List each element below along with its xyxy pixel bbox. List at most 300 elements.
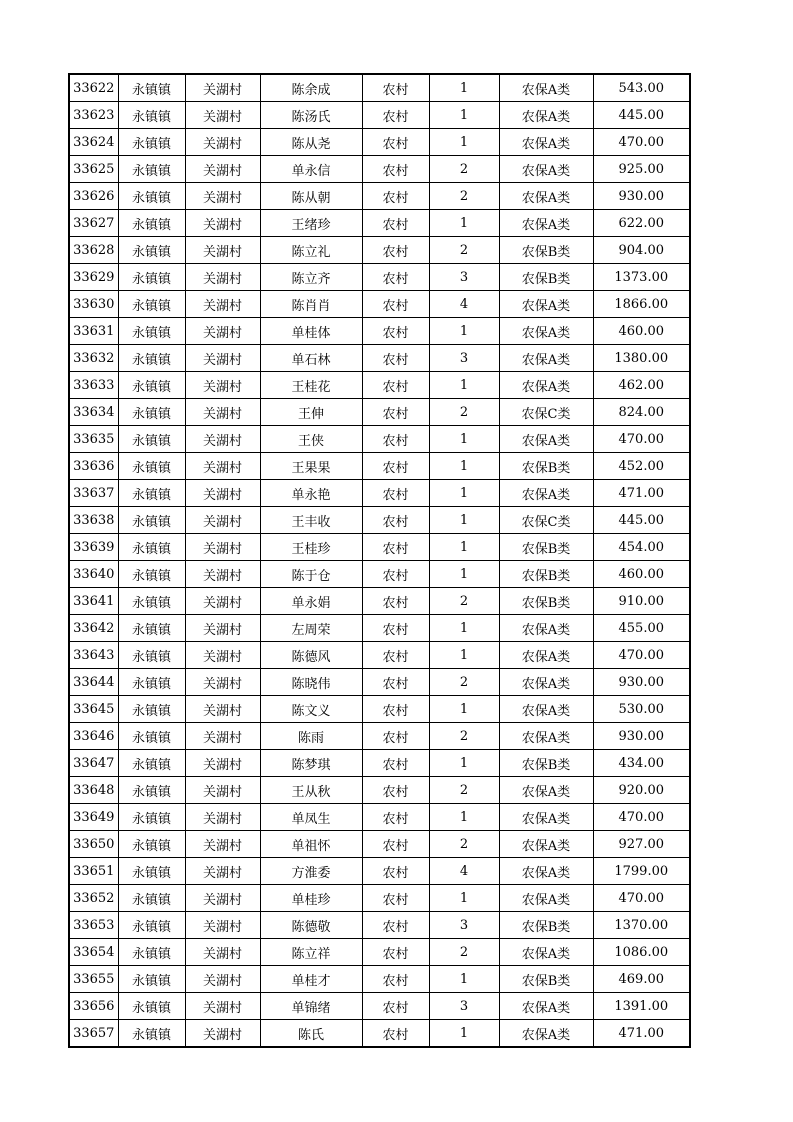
village-cell: 关湖村 [185, 831, 260, 858]
insurance-category-cell: 农保B类 [499, 453, 593, 480]
member-count-cell: 3 [429, 345, 499, 372]
record-id-cell: 33631 [69, 318, 118, 345]
village-cell: 关湖村 [185, 912, 260, 939]
record-id-cell: 33634 [69, 399, 118, 426]
record-id-cell: 33632 [69, 345, 118, 372]
table-row [69, 480, 690, 507]
household-type-cell: 农村 [362, 804, 429, 831]
member-count-cell: 1 [429, 561, 499, 588]
household-type-cell: 农村 [362, 480, 429, 507]
town-cell: 永镇镇 [118, 723, 185, 750]
household-type-cell: 农村 [362, 1020, 429, 1048]
amount-cell: 460.00 [593, 318, 690, 345]
table-row [69, 615, 690, 642]
table-row [69, 588, 690, 615]
amount-cell: 925.00 [593, 156, 690, 183]
household-type-cell: 农村 [362, 615, 429, 642]
subsidy-table [68, 73, 691, 1048]
record-id-cell: 33652 [69, 885, 118, 912]
town-cell: 永镇镇 [118, 966, 185, 993]
amount-cell: 1086.00 [593, 939, 690, 966]
record-id-cell: 33642 [69, 615, 118, 642]
household-type-cell: 农村 [362, 885, 429, 912]
village-cell: 关湖村 [185, 966, 260, 993]
member-count-cell: 2 [429, 939, 499, 966]
table-row [69, 183, 690, 210]
insurance-category-cell: 农保A类 [499, 885, 593, 912]
name-cell: 陈雨 [260, 723, 362, 750]
insurance-category-cell: 农保A类 [499, 129, 593, 156]
town-cell: 永镇镇 [118, 156, 185, 183]
village-cell: 关湖村 [185, 102, 260, 129]
amount-cell: 930.00 [593, 669, 690, 696]
town-cell: 永镇镇 [118, 1020, 185, 1048]
member-count-cell: 1 [429, 1020, 499, 1048]
village-cell: 关湖村 [185, 480, 260, 507]
village-cell: 关湖村 [185, 993, 260, 1020]
record-id-cell: 33650 [69, 831, 118, 858]
household-type-cell: 农村 [362, 723, 429, 750]
insurance-category-cell: 农保A类 [499, 318, 593, 345]
name-cell: 陈立祥 [260, 939, 362, 966]
town-cell: 永镇镇 [118, 858, 185, 885]
household-type-cell: 农村 [362, 74, 429, 102]
insurance-category-cell: 农保B类 [499, 237, 593, 264]
amount-cell: 470.00 [593, 804, 690, 831]
village-cell: 关湖村 [185, 696, 260, 723]
member-count-cell: 2 [429, 183, 499, 210]
village-cell: 关湖村 [185, 426, 260, 453]
name-cell: 陈从尧 [260, 129, 362, 156]
insurance-category-cell: 农保B类 [499, 912, 593, 939]
household-type-cell: 农村 [362, 156, 429, 183]
town-cell: 永镇镇 [118, 372, 185, 399]
village-cell: 关湖村 [185, 237, 260, 264]
amount-cell: 1370.00 [593, 912, 690, 939]
household-type-cell: 农村 [362, 858, 429, 885]
household-type-cell: 农村 [362, 912, 429, 939]
insurance-category-cell: 农保A类 [499, 669, 593, 696]
amount-cell: 455.00 [593, 615, 690, 642]
amount-cell: 1799.00 [593, 858, 690, 885]
record-id-cell: 33641 [69, 588, 118, 615]
amount-cell: 622.00 [593, 210, 690, 237]
insurance-category-cell: 农保A类 [499, 858, 593, 885]
table-row [69, 264, 690, 291]
table-row [69, 345, 690, 372]
record-id-cell: 33629 [69, 264, 118, 291]
record-id-cell: 33651 [69, 858, 118, 885]
village-cell: 关湖村 [185, 210, 260, 237]
amount-cell: 434.00 [593, 750, 690, 777]
record-id-cell: 33644 [69, 669, 118, 696]
name-cell: 陈晓伟 [260, 669, 362, 696]
name-cell: 陈余成 [260, 74, 362, 102]
amount-cell: 904.00 [593, 237, 690, 264]
member-count-cell: 2 [429, 669, 499, 696]
table-row [69, 669, 690, 696]
member-count-cell: 1 [429, 750, 499, 777]
amount-cell: 469.00 [593, 966, 690, 993]
household-type-cell: 农村 [362, 102, 429, 129]
table-row [69, 210, 690, 237]
town-cell: 永镇镇 [118, 696, 185, 723]
table-row [69, 561, 690, 588]
record-id-cell: 33649 [69, 804, 118, 831]
table-row [69, 74, 690, 102]
insurance-category-cell: 农保A类 [499, 102, 593, 129]
table-row [69, 696, 690, 723]
insurance-category-cell: 农保B类 [499, 264, 593, 291]
record-id-cell: 33643 [69, 642, 118, 669]
table-row [69, 453, 690, 480]
insurance-category-cell: 农保A类 [499, 183, 593, 210]
insurance-category-cell: 农保A类 [499, 372, 593, 399]
town-cell: 永镇镇 [118, 237, 185, 264]
town-cell: 永镇镇 [118, 642, 185, 669]
name-cell: 陈从朝 [260, 183, 362, 210]
name-cell: 陈于仓 [260, 561, 362, 588]
name-cell: 陈文义 [260, 696, 362, 723]
household-type-cell: 农村 [362, 966, 429, 993]
household-type-cell: 农村 [362, 237, 429, 264]
insurance-category-cell: 农保B类 [499, 966, 593, 993]
amount-cell: 543.00 [593, 74, 690, 102]
record-id-cell: 33648 [69, 777, 118, 804]
amount-cell: 927.00 [593, 831, 690, 858]
village-cell: 关湖村 [185, 669, 260, 696]
member-count-cell: 1 [429, 696, 499, 723]
insurance-category-cell: 农保A类 [499, 723, 593, 750]
household-type-cell: 农村 [362, 642, 429, 669]
record-id-cell: 33637 [69, 480, 118, 507]
record-id-cell: 33640 [69, 561, 118, 588]
record-id-cell: 33633 [69, 372, 118, 399]
table-row [69, 318, 690, 345]
village-cell: 关湖村 [185, 615, 260, 642]
household-type-cell: 农村 [362, 561, 429, 588]
village-cell: 关湖村 [185, 885, 260, 912]
member-count-cell: 1 [429, 372, 499, 399]
amount-cell: 1373.00 [593, 264, 690, 291]
table-row [69, 237, 690, 264]
household-type-cell: 农村 [362, 669, 429, 696]
village-cell: 关湖村 [185, 939, 260, 966]
town-cell: 永镇镇 [118, 183, 185, 210]
town-cell: 永镇镇 [118, 831, 185, 858]
insurance-category-cell: 农保A类 [499, 210, 593, 237]
table-row [69, 1020, 690, 1048]
village-cell: 关湖村 [185, 129, 260, 156]
town-cell: 永镇镇 [118, 102, 185, 129]
insurance-category-cell: 农保C类 [499, 507, 593, 534]
table-row [69, 642, 690, 669]
village-cell: 关湖村 [185, 399, 260, 426]
household-type-cell: 农村 [362, 372, 429, 399]
member-count-cell: 1 [429, 642, 499, 669]
amount-cell: 824.00 [593, 399, 690, 426]
village-cell: 关湖村 [185, 156, 260, 183]
insurance-category-cell: 农保A类 [499, 156, 593, 183]
town-cell: 永镇镇 [118, 264, 185, 291]
name-cell: 单桂珍 [260, 885, 362, 912]
village-cell: 关湖村 [185, 372, 260, 399]
village-cell: 关湖村 [185, 74, 260, 102]
town-cell: 永镇镇 [118, 345, 185, 372]
town-cell: 永镇镇 [118, 129, 185, 156]
table-row [69, 993, 690, 1020]
town-cell: 永镇镇 [118, 993, 185, 1020]
member-count-cell: 1 [429, 318, 499, 345]
name-cell: 陈肖肖 [260, 291, 362, 318]
member-count-cell: 1 [429, 534, 499, 561]
town-cell: 永镇镇 [118, 750, 185, 777]
record-id-cell: 33645 [69, 696, 118, 723]
member-count-cell: 4 [429, 291, 499, 318]
insurance-category-cell: 农保B类 [499, 561, 593, 588]
insurance-category-cell: 农保B类 [499, 750, 593, 777]
table-row [69, 372, 690, 399]
insurance-category-cell: 农保C类 [499, 399, 593, 426]
insurance-category-cell: 农保A类 [499, 426, 593, 453]
table-row [69, 831, 690, 858]
member-count-cell: 2 [429, 588, 499, 615]
town-cell: 永镇镇 [118, 588, 185, 615]
amount-cell: 454.00 [593, 534, 690, 561]
table-row [69, 858, 690, 885]
household-type-cell: 农村 [362, 210, 429, 237]
amount-cell: 471.00 [593, 480, 690, 507]
member-count-cell: 4 [429, 858, 499, 885]
amount-cell: 920.00 [593, 777, 690, 804]
table-row [69, 750, 690, 777]
town-cell: 永镇镇 [118, 912, 185, 939]
amount-cell: 470.00 [593, 426, 690, 453]
record-id-cell: 33635 [69, 426, 118, 453]
village-cell: 关湖村 [185, 183, 260, 210]
record-id-cell: 33639 [69, 534, 118, 561]
name-cell: 陈德敬 [260, 912, 362, 939]
insurance-category-cell: 农保A类 [499, 615, 593, 642]
village-cell: 关湖村 [185, 723, 260, 750]
household-type-cell: 农村 [362, 588, 429, 615]
amount-cell: 471.00 [593, 1020, 690, 1048]
household-type-cell: 农村 [362, 426, 429, 453]
table-row [69, 507, 690, 534]
village-cell: 关湖村 [185, 858, 260, 885]
insurance-category-cell: 农保A类 [499, 480, 593, 507]
amount-cell: 445.00 [593, 102, 690, 129]
record-id-cell: 33657 [69, 1020, 118, 1048]
town-cell: 永镇镇 [118, 480, 185, 507]
name-cell: 王桂珍 [260, 534, 362, 561]
table-body [69, 74, 690, 1047]
name-cell: 单石林 [260, 345, 362, 372]
member-count-cell: 2 [429, 831, 499, 858]
name-cell: 王伸 [260, 399, 362, 426]
household-type-cell: 农村 [362, 534, 429, 561]
member-count-cell: 1 [429, 966, 499, 993]
town-cell: 永镇镇 [118, 399, 185, 426]
town-cell: 永镇镇 [118, 507, 185, 534]
name-cell: 王绪珍 [260, 210, 362, 237]
amount-cell: 470.00 [593, 642, 690, 669]
table-row [69, 912, 690, 939]
amount-cell: 930.00 [593, 723, 690, 750]
amount-cell: 1391.00 [593, 993, 690, 1020]
household-type-cell: 农村 [362, 318, 429, 345]
table-row [69, 966, 690, 993]
record-id-cell: 33656 [69, 993, 118, 1020]
village-cell: 关湖村 [185, 345, 260, 372]
household-type-cell: 农村 [362, 399, 429, 426]
insurance-category-cell: 农保B类 [499, 588, 593, 615]
town-cell: 永镇镇 [118, 939, 185, 966]
record-id-cell: 33638 [69, 507, 118, 534]
table-row [69, 291, 690, 318]
amount-cell: 470.00 [593, 129, 690, 156]
record-id-cell: 33654 [69, 939, 118, 966]
household-type-cell: 农村 [362, 750, 429, 777]
insurance-category-cell: 农保A类 [499, 696, 593, 723]
table-row [69, 534, 690, 561]
record-id-cell: 33653 [69, 912, 118, 939]
record-id-cell: 33628 [69, 237, 118, 264]
name-cell: 王果果 [260, 453, 362, 480]
insurance-category-cell: 农保A类 [499, 291, 593, 318]
member-count-cell: 2 [429, 156, 499, 183]
household-type-cell: 农村 [362, 183, 429, 210]
town-cell: 永镇镇 [118, 210, 185, 237]
village-cell: 关湖村 [185, 534, 260, 561]
record-id-cell: 33624 [69, 129, 118, 156]
amount-cell: 930.00 [593, 183, 690, 210]
name-cell: 陈立齐 [260, 264, 362, 291]
amount-cell: 452.00 [593, 453, 690, 480]
village-cell: 关湖村 [185, 318, 260, 345]
table-row [69, 939, 690, 966]
member-count-cell: 1 [429, 453, 499, 480]
member-count-cell: 1 [429, 885, 499, 912]
table-row [69, 399, 690, 426]
member-count-cell: 2 [429, 237, 499, 264]
town-cell: 永镇镇 [118, 615, 185, 642]
amount-cell: 1380.00 [593, 345, 690, 372]
member-count-cell: 1 [429, 426, 499, 453]
name-cell: 单桂体 [260, 318, 362, 345]
amount-cell: 1866.00 [593, 291, 690, 318]
table-row [69, 777, 690, 804]
town-cell: 永镇镇 [118, 885, 185, 912]
household-type-cell: 农村 [362, 453, 429, 480]
insurance-category-cell: 农保A类 [499, 74, 593, 102]
name-cell: 单锦绪 [260, 993, 362, 1020]
member-count-cell: 1 [429, 507, 499, 534]
member-count-cell: 3 [429, 912, 499, 939]
household-type-cell: 农村 [362, 507, 429, 534]
table-row [69, 102, 690, 129]
insurance-category-cell: 农保A类 [499, 804, 593, 831]
village-cell: 关湖村 [185, 1020, 260, 1048]
member-count-cell: 1 [429, 74, 499, 102]
insurance-category-cell: 农保B类 [499, 534, 593, 561]
name-cell: 单永娟 [260, 588, 362, 615]
household-type-cell: 农村 [362, 777, 429, 804]
village-cell: 关湖村 [185, 561, 260, 588]
household-type-cell: 农村 [362, 939, 429, 966]
town-cell: 永镇镇 [118, 561, 185, 588]
amount-cell: 462.00 [593, 372, 690, 399]
household-type-cell: 农村 [362, 264, 429, 291]
record-id-cell: 33625 [69, 156, 118, 183]
village-cell: 关湖村 [185, 291, 260, 318]
record-id-cell: 33636 [69, 453, 118, 480]
member-count-cell: 1 [429, 804, 499, 831]
name-cell: 单永艳 [260, 480, 362, 507]
village-cell: 关湖村 [185, 750, 260, 777]
name-cell: 单桂才 [260, 966, 362, 993]
member-count-cell: 1 [429, 102, 499, 129]
member-count-cell: 3 [429, 264, 499, 291]
member-count-cell: 2 [429, 723, 499, 750]
record-id-cell: 33622 [69, 74, 118, 102]
table-row [69, 723, 690, 750]
record-id-cell: 33647 [69, 750, 118, 777]
table-row [69, 885, 690, 912]
member-count-cell: 2 [429, 777, 499, 804]
member-count-cell: 1 [429, 480, 499, 507]
village-cell: 关湖村 [185, 588, 260, 615]
village-cell: 关湖村 [185, 642, 260, 669]
name-cell: 陈立礼 [260, 237, 362, 264]
village-cell: 关湖村 [185, 264, 260, 291]
household-type-cell: 农村 [362, 129, 429, 156]
village-cell: 关湖村 [185, 804, 260, 831]
name-cell: 单祖怀 [260, 831, 362, 858]
record-id-cell: 33623 [69, 102, 118, 129]
name-cell: 单凤生 [260, 804, 362, 831]
insurance-category-cell: 农保A类 [499, 642, 593, 669]
town-cell: 永镇镇 [118, 426, 185, 453]
name-cell: 陈汤氏 [260, 102, 362, 129]
amount-cell: 445.00 [593, 507, 690, 534]
amount-cell: 910.00 [593, 588, 690, 615]
name-cell: 陈梦琪 [260, 750, 362, 777]
insurance-category-cell: 农保A类 [499, 1020, 593, 1048]
town-cell: 永镇镇 [118, 291, 185, 318]
table-row [69, 156, 690, 183]
household-type-cell: 农村 [362, 345, 429, 372]
village-cell: 关湖村 [185, 777, 260, 804]
record-id-cell: 33627 [69, 210, 118, 237]
insurance-category-cell: 农保A类 [499, 831, 593, 858]
household-type-cell: 农村 [362, 696, 429, 723]
record-id-cell: 33646 [69, 723, 118, 750]
town-cell: 永镇镇 [118, 318, 185, 345]
record-id-cell: 33630 [69, 291, 118, 318]
record-id-cell: 33626 [69, 183, 118, 210]
table-row [69, 804, 690, 831]
name-cell: 王侠 [260, 426, 362, 453]
record-id-cell: 33655 [69, 966, 118, 993]
town-cell: 永镇镇 [118, 804, 185, 831]
member-count-cell: 1 [429, 210, 499, 237]
household-type-cell: 农村 [362, 291, 429, 318]
member-count-cell: 2 [429, 399, 499, 426]
table-row [69, 129, 690, 156]
member-count-cell: 3 [429, 993, 499, 1020]
insurance-category-cell: 农保A类 [499, 939, 593, 966]
